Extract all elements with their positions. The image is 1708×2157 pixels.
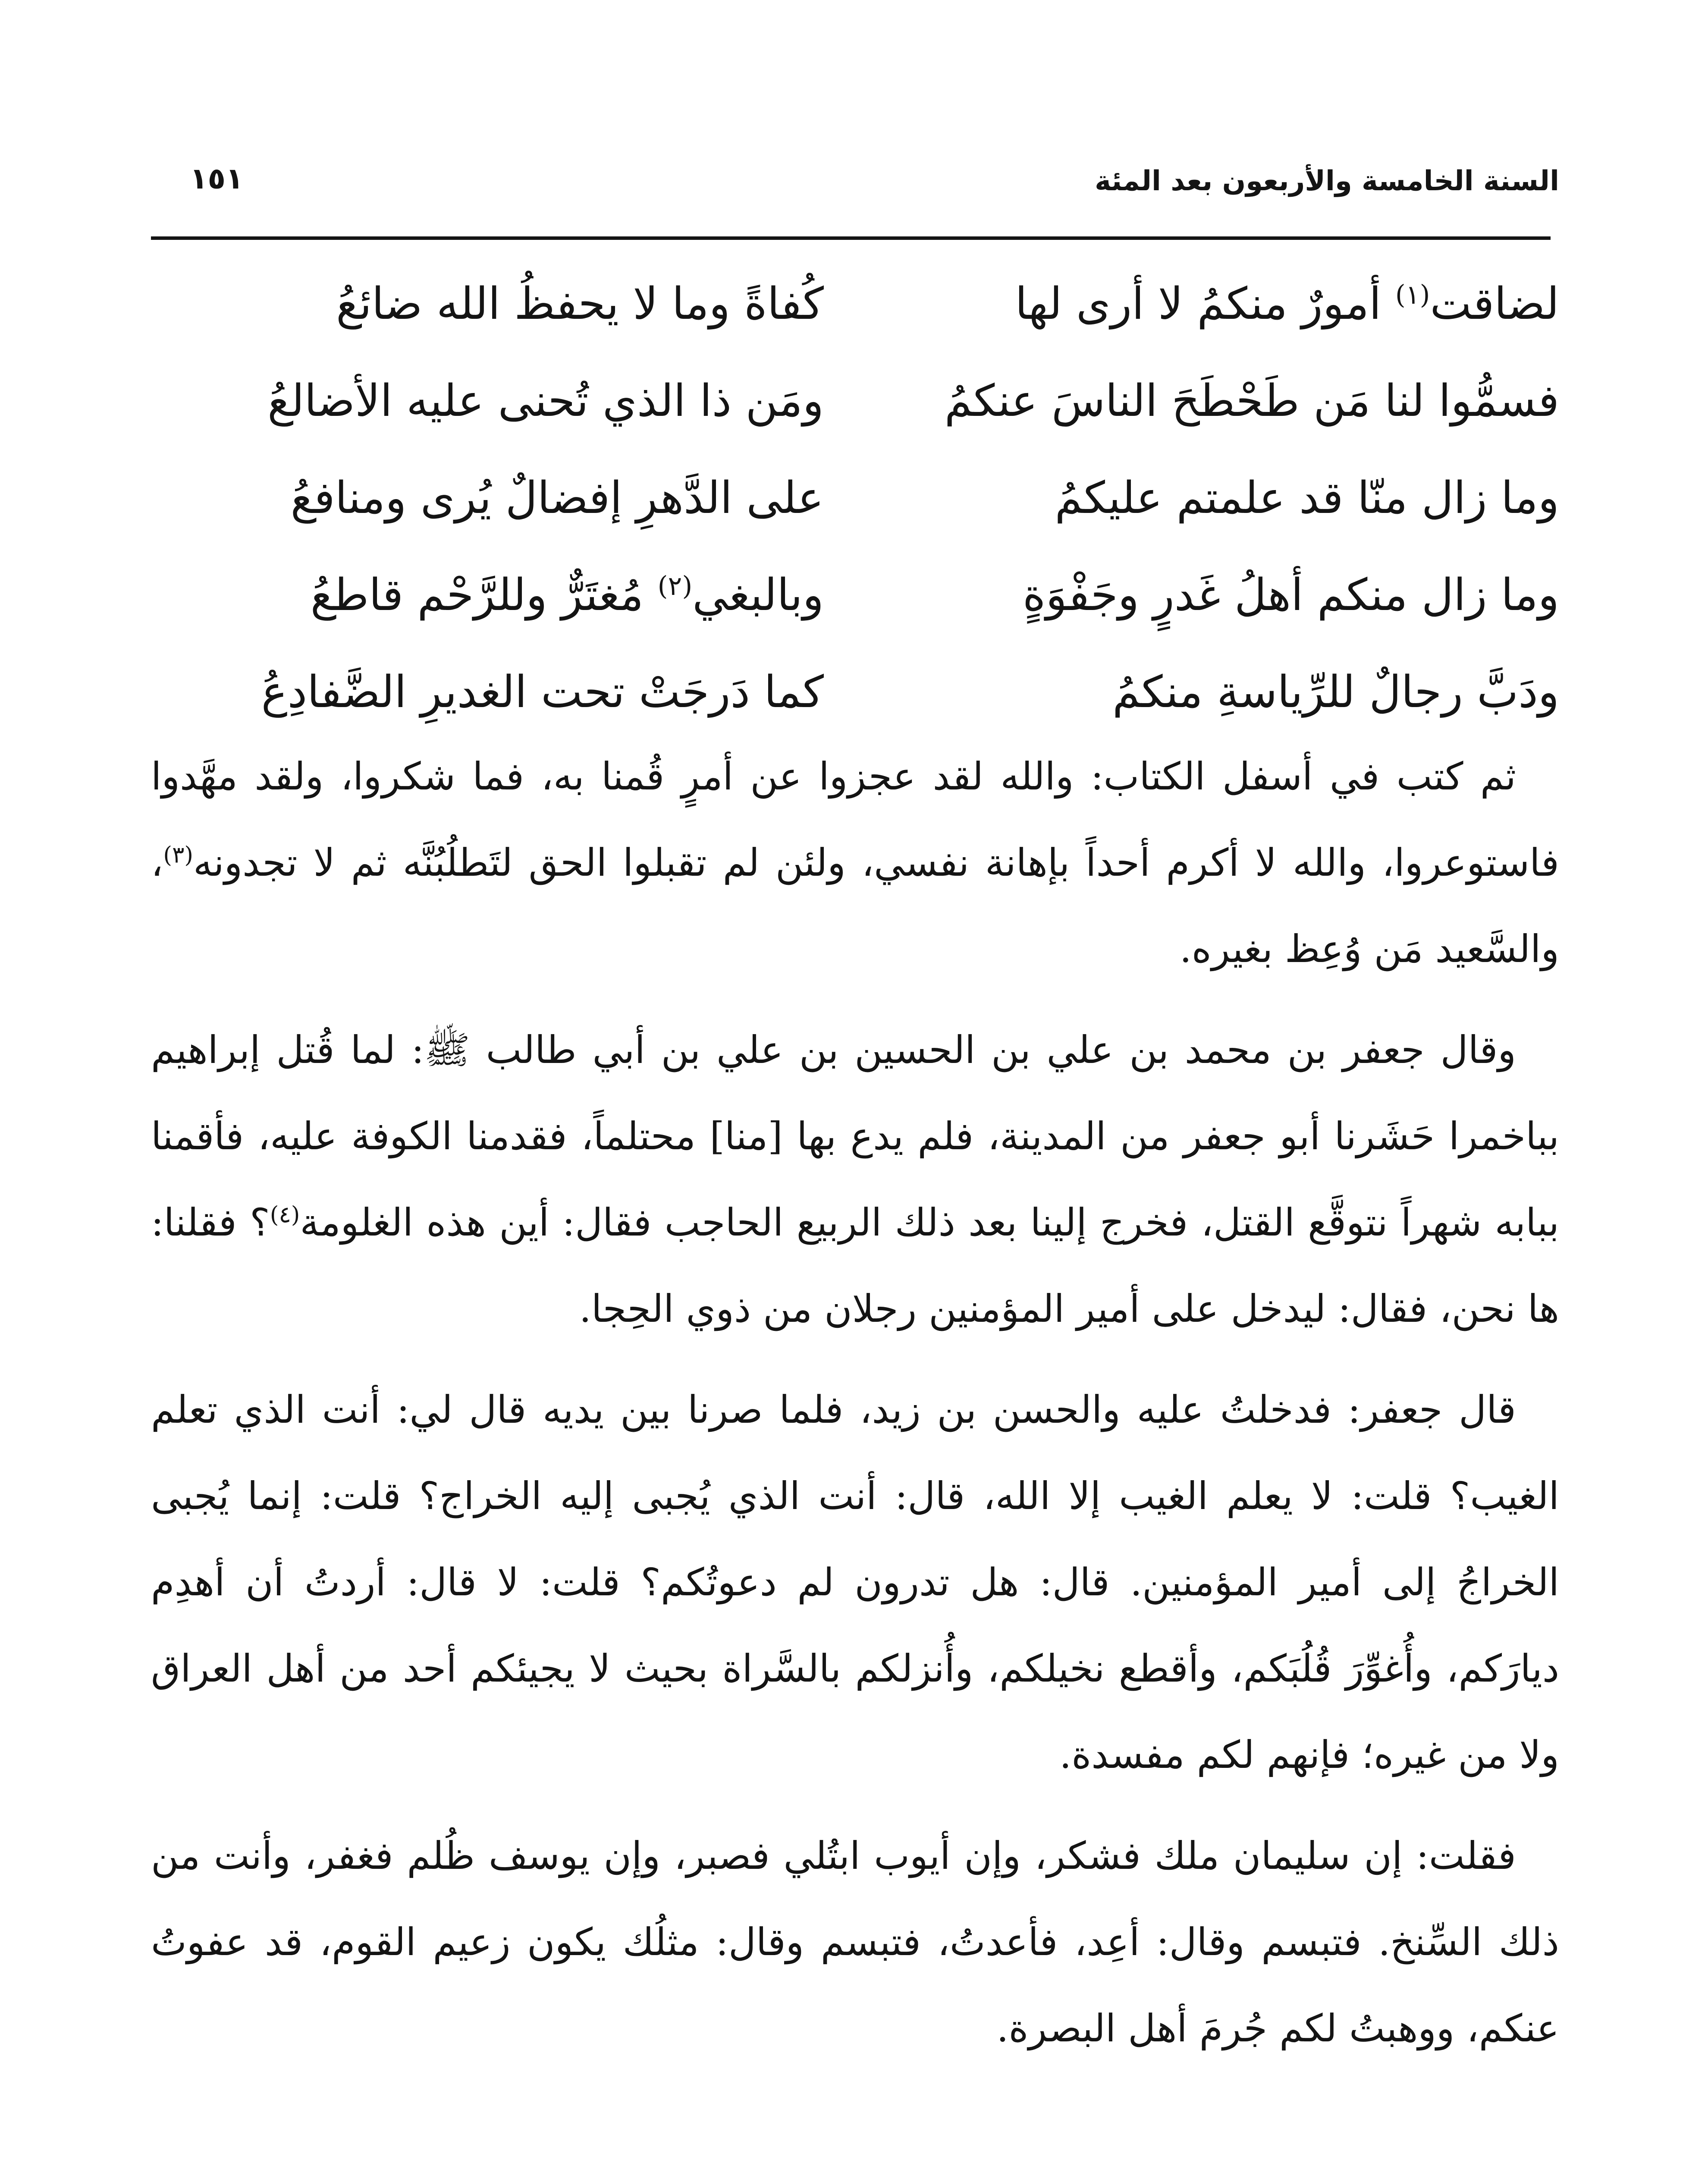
verse-3 [0, 453, 1708, 544]
paragraph-text: ثم كتب في أسفل الكتاب: والله لقد عجزوا عن أمرٍ قُمنا به، فما شكروا، ولقد مهَّدوا فاستوعروا، والله لا أكرم أحداً بإهانة نفسي، ولئن لم تقبلوا الحق لتَطلُبُنَّه ثم لا تجدونه [151, 754, 1559, 885]
verse-2-second-hemistich: ومَن ذا الذي تُحنى عليه الأضالعُ [267, 375, 824, 427]
footnote-marker: (١) [1395, 280, 1430, 310]
verse-2-first-hemistich: فسمُّوا لنا مَن طَحْطَحَ الناسَ عنكمُ [944, 375, 1559, 427]
verse-text: وبالبغي [692, 569, 824, 621]
verse-1 [0, 259, 1708, 349]
running-title: السنة الخامسة والأربعون بعد المئة [1095, 165, 1559, 197]
page-number: ١٥١ [190, 162, 244, 196]
verse-5 [0, 647, 1708, 738]
paragraph-3: قال جعفر: فدخلتُ عليه والحسن بن زيد، فلما صرنا بين يديه قال لي: أنت الذي تعلم الغيب؟ قلت: لا يعلم الغيب إلا الله، قال: أنت الذي يُجبى إليه الخراج؟ قلت: إنما يُجبى الخراجُ إلى أمير المؤمنين. قال: هل تدرون لم دعوتُكم؟ قلت: لا قال: أردتُ أن أهدِم ديارَكم، وأُغوِّرَ قُلُبَكم، وأقطع نخيلكم، وأُنزلكم بالسَّراة بحيث لا يجيئكم أحد من أهل العراق ولا من غيره؛ فإنهم لكم مفسدة. [151, 1387, 1559, 1777]
verse-4 [0, 550, 1708, 641]
verse-5-first-hemistich: ودَبَّ رجالٌ للرِّياسةِ منكمُ [1112, 667, 1559, 718]
footnote-marker: (٣) [163, 842, 193, 868]
verse-5-second-hemistich: كما دَرجَتْ تحت الغديرِ الضَّفادِعُ [261, 667, 824, 718]
verse-3-first-hemistich: وما زال منّا قد علمتم عليكمُ [1055, 472, 1559, 524]
verse-1-first-hemistich [848, 259, 1559, 349]
footnote-marker: (٢) [657, 571, 693, 601]
verse-text: لضاقت [1430, 278, 1559, 330]
header-rule [151, 236, 1551, 240]
paragraph-text: وقال جعفر بن محمد بن علي بن الحسين بن علي بن أبي طالب ﷺ: لما قُتل إبراهيم بباخمرا حَشَرنا أبو جعفر من المدينة، فلم يدع بها [منا] محتلماً، فقدمنا الكوفة عليه، فأقمنا ببابه شهراً نتوقَّع القتل، فخرج إلينا بعد ذلك الربيع الحاجب فقال: أين هذه الغلومة [151, 1028, 1559, 1245]
verse-2 [0, 356, 1708, 446]
paragraph-text: ؟ فقلنا: ها نحن، فقال: ليدخل على أمير المؤمنين رجلان من ذوي الحِجا. [151, 1200, 1559, 1331]
verse-4-second-hemistich [151, 550, 824, 641]
verse-4-first-hemistich: وما زال منكم أهلُ غَدرٍ وجَفْوَةٍ [1023, 569, 1559, 621]
paragraph-1 [151, 733, 1559, 992]
poem [0, 259, 1708, 742]
verse-1-second-hemistich: كُفاةً وما لا يحفظُ الله ضائعُ [336, 278, 824, 330]
paragraph-4: فقلت: إن سليمان ملك فشكر، وإن أيوب ابتُلي فصبر، وإن يوسف ظُلم فغفر، وأنت من ذلك السِّنخ. فتبسم وقال: أعِد، فأعدتُ، فتبسم وقال: مثلُك يكون زعيم القوم، قد عفوتُ عنكم، ووهبتُ لكم جُرمَ أهل البصرة. [151, 1833, 1559, 2050]
footnote-marker: (٤) [270, 1201, 300, 1228]
paragraph-text: ، والسَّعيد مَن وُعِظ بغيره. [151, 840, 1559, 971]
paragraph-2 [151, 1007, 1559, 1352]
verse-text: أمورٌ منكمُ لا أرى لها [1015, 278, 1395, 330]
verse-3-second-hemistich: على الدَّهرِ إفضالٌ يُرى ومنافعُ [290, 472, 824, 524]
body-text [151, 733, 1559, 2086]
verse-text: مُغتَرٌّ وللرَّحْم قاطعُ [310, 569, 658, 621]
